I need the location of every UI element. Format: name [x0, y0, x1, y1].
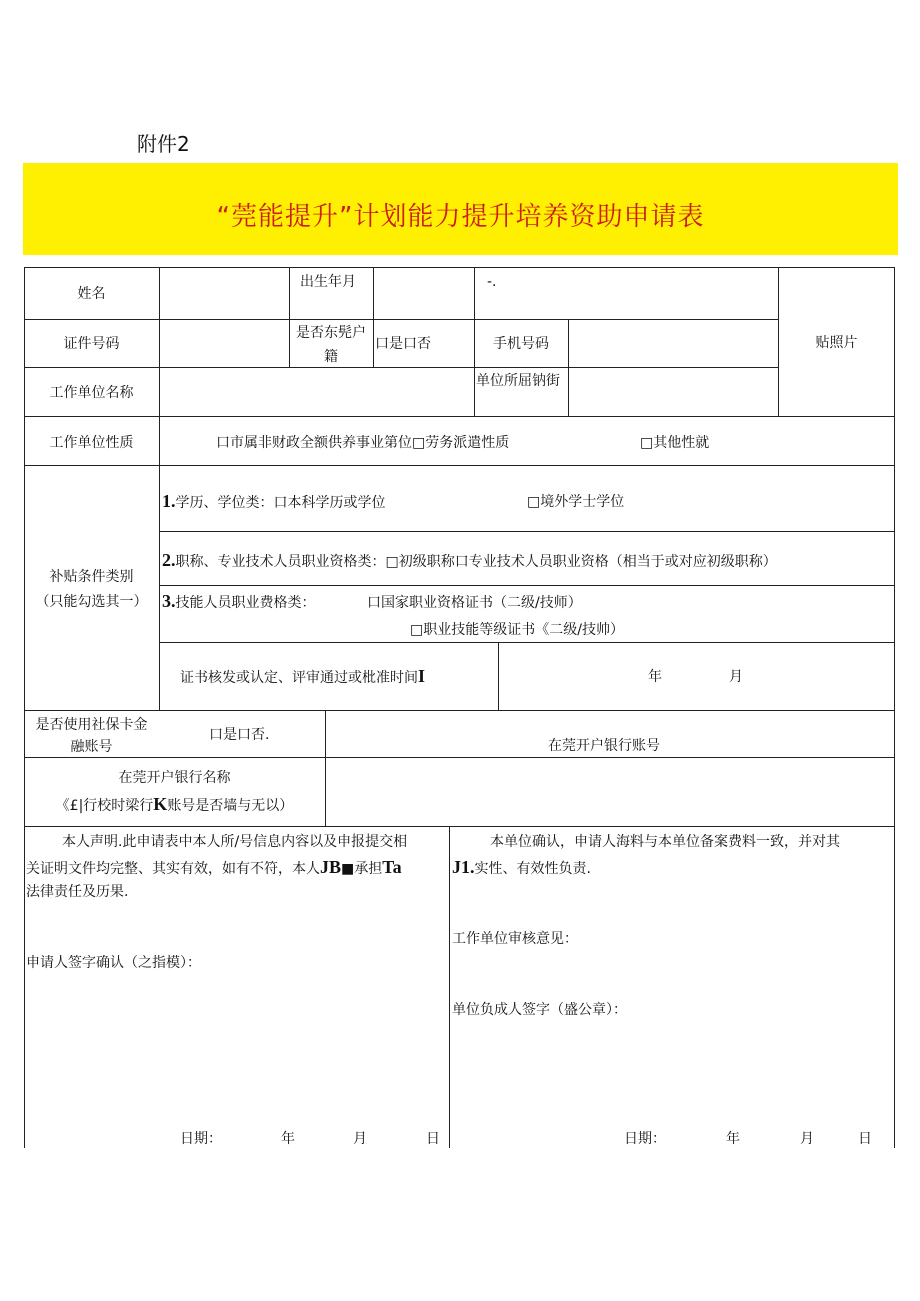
- household-label-2: 籍: [324, 349, 338, 365]
- bank-name-label-2: 《£|行校时梁行K账号是否墙与无以）: [55, 794, 294, 814]
- phone-field[interactable]: [569, 320, 778, 367]
- photo-box[interactable]: [779, 268, 894, 416]
- photo-label: 贴照片: [815, 335, 858, 351]
- category-1[interactable]: [162, 492, 386, 512]
- category-2-text: 职称、专业技术人员职业资格类：□初级职称口专业技术人员职业资格（相当于或对应初级职称）: [175, 554, 777, 570]
- applicant-day-label: 日: [426, 1131, 440, 1147]
- name-field[interactable]: [160, 268, 289, 319]
- employer-year-label: 年: [726, 1131, 740, 1147]
- category-3: [162, 592, 316, 612]
- category-3-option-1[interactable]: 口国家职业资格证书（二级/技师）: [367, 595, 582, 611]
- category-3-number: 3.: [162, 591, 176, 611]
- birth-label: 出生年月: [300, 274, 356, 290]
- subsidy-label-1: 补贴条件类别: [49, 569, 134, 585]
- social-card-label-1: 是否使用社保卡金: [35, 717, 148, 733]
- category-2[interactable]: [162, 551, 777, 571]
- subsidy-label-2: （只能勾选其一）: [35, 594, 148, 610]
- category-2-number: 2.: [162, 550, 176, 570]
- category-1-option-2[interactable]: □境外学士学位: [527, 494, 625, 510]
- employer-month-label: 月: [800, 1131, 814, 1147]
- bank-account-field[interactable]: [326, 711, 894, 757]
- employer-street-label: 单位所屈钠街: [476, 373, 560, 389]
- employer-field[interactable]: [160, 368, 474, 416]
- social-card-options[interactable]: 口是口否.: [209, 727, 270, 743]
- employer-type-label: 工作单位性质: [49, 435, 134, 451]
- employer-sign-area[interactable]: [452, 1022, 892, 1122]
- form-title: “莞能提升”计划能力提升培养资助申请表: [216, 202, 705, 232]
- birth-field[interactable]: [374, 268, 474, 319]
- cert-year-label: 年: [648, 669, 662, 685]
- category-1-text: 学历、学位类：口本科学历或学位: [175, 495, 386, 511]
- household-options[interactable]: 口是口否: [375, 336, 431, 352]
- employer-date-label: 日期：: [624, 1131, 666, 1147]
- birth-value: -.: [487, 274, 497, 290]
- category-3-text: 技能人员职业费格类：: [175, 595, 316, 611]
- employer-sign-label: 单位负成人签字（盛公章）：: [452, 1002, 627, 1018]
- household-label-1: 是否东髡户: [296, 325, 366, 341]
- bank-name-label-1: 在莞开户银行名称: [118, 770, 231, 786]
- category-1-number: 1.: [162, 491, 176, 511]
- declaration-line-1: 本人声明.此申请表中本人所/号信息内容以及申报提交相: [62, 834, 408, 850]
- social-card-label-2: 融账号: [70, 739, 113, 755]
- employer-type-other[interactable]: □其他性就: [640, 435, 710, 451]
- applicant-month-label: 月: [353, 1131, 367, 1147]
- cert-time-mark: I: [418, 666, 426, 686]
- bank-account-label: 在莞开户银行账号: [548, 738, 660, 754]
- name-label: 姓名: [77, 286, 106, 302]
- applicant-date-label: 日期：: [180, 1131, 222, 1147]
- category-3-option-2[interactable]: □职业技能等级证书《二级/技帅）: [410, 622, 624, 638]
- applicant-sign-label: 申请人签字确认（之指模）：: [26, 955, 201, 971]
- employer-day-label: 日: [858, 1131, 872, 1147]
- declaration-line-2: 关证明文件均完整、其实有效，如有不符，本人JB■承担Ta: [26, 857, 402, 877]
- employer-street-field[interactable]: [569, 368, 778, 416]
- employer-confirm-line-1: 本单位确认，申请人海料与本单位备案费料一致，并对其: [490, 834, 840, 850]
- attachment-label: 附件2: [137, 132, 190, 156]
- cert-time-label: 证书核发或认定、评审通过或枇准时间I: [180, 666, 426, 686]
- declaration-line-3: 法律责任及历果.: [26, 884, 129, 900]
- id-field[interactable]: [160, 320, 289, 367]
- applicant-sign-area[interactable]: [26, 975, 446, 1125]
- employer-review-label: 工作单位审核意见：: [452, 931, 578, 947]
- employer-type-options[interactable]: 口市属非财政全额供养事业第位□劳务派遣性质: [216, 435, 510, 451]
- id-label: 证件号码: [63, 336, 120, 352]
- applicant-year-label: 年: [281, 1131, 295, 1147]
- bank-name-field[interactable]: [326, 758, 894, 826]
- phone-label: 手机号码: [493, 336, 549, 352]
- employer-confirm-line-2: J1.实性、有效性负责.: [452, 857, 591, 877]
- cert-month-label: 月: [729, 669, 743, 685]
- employer-label: 工作单位名称: [49, 385, 134, 401]
